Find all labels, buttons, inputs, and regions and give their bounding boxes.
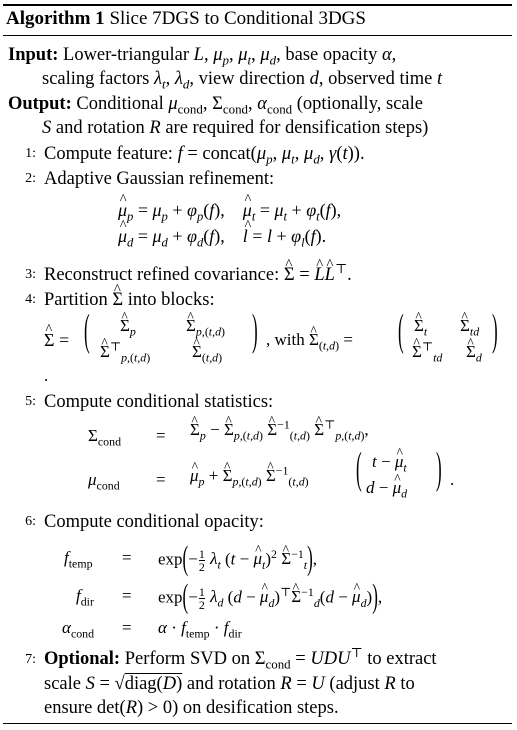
step-4-text: Partition xyxy=(44,290,108,310)
algorithm-title xyxy=(6,8,366,31)
step-7-keyword: Optional: xyxy=(44,649,121,669)
step-number-1: 1: xyxy=(25,146,36,161)
step-6-text: Compute conditional opacity: xyxy=(44,512,264,532)
input-text-2c: observed time xyxy=(328,69,433,89)
step-4: Partition ^ Σ into blocks: xyxy=(44,289,215,311)
step-2-text: Adaptive Gaussian refinement: xyxy=(44,169,275,189)
step-4-with: , with xyxy=(266,330,305,349)
step-number-6: 6: xyxy=(25,514,36,529)
output-text-2b: are required for densification steps) xyxy=(165,118,429,138)
step-number-7: 7: xyxy=(25,652,36,667)
algorithm-label: Algorithm 1 xyxy=(6,8,105,29)
step-1-text: Compute feature: xyxy=(44,144,173,164)
input-line-2: scaling factors $\lambda_t$, $\lambda_d$, view direction d, observed time t xyxy=(42,69,443,92)
top-rule xyxy=(3,4,512,6)
output-line-2: S and rotation R are required for densification steps) xyxy=(42,118,429,138)
algorithm-name: Slice 7DGS to Conditional 3DGS xyxy=(109,8,366,29)
input-text-1b: base opacity xyxy=(285,45,378,65)
output-text-1b: (optionally, scale xyxy=(296,94,423,114)
step-1: Compute feature: $f = concat(\mu_p$, $\mu_t$, $\mu_d$, γ(t)). xyxy=(44,144,365,167)
step-7-line-2: scale S = √diag(D) and rotation R = U (adjust R to xyxy=(44,674,415,694)
step-7-adjust: (adjust xyxy=(329,674,380,694)
output-keyword: Output: xyxy=(8,94,72,114)
step-7-text: Perform SVD on xyxy=(124,649,251,669)
step-7-end: on desification steps. xyxy=(182,698,339,718)
step-7-rotation: and rotation xyxy=(186,674,276,694)
step-7-text-a: to extract xyxy=(367,649,437,669)
step-5-text: Compute conditional statistics: xyxy=(44,392,274,412)
step-number-3: 3: xyxy=(25,267,36,282)
output-text-2a: and rotation xyxy=(55,118,145,138)
step-7-scale: scale xyxy=(44,674,81,694)
refine-eq-2: ^ $\mu_d = \mu_d + \varphi_d(f)$, ^ $l = l + \varphi_l(f)$. xyxy=(118,226,326,248)
step-4-suffix: into blocks: xyxy=(127,290,215,310)
step-3: Reconstruct refined covariance: ^ Σ = ^ L^ L⊤. xyxy=(44,264,352,286)
step-7-line-3: ensure det(R) > 0) on desification steps. xyxy=(44,698,339,718)
bottom-rule xyxy=(3,723,512,724)
step-number-2: 2: xyxy=(25,171,36,186)
step-7-to: to xyxy=(400,674,415,694)
output-line-1: Output: Conditional $\mu_{cond}$, $\Sigma_{cond}$, $\alpha_{cond}$ (optionally, scale xyxy=(8,94,423,117)
input-text-2a: scaling factors xyxy=(42,69,150,89)
input-text-2b: view direction xyxy=(198,69,305,89)
step-7-ensure: ensure xyxy=(44,698,93,718)
input-line-1: Input: Lower-triangular L, $\mu_p$, $\mu_t$, $\mu_d$, base opacity α, xyxy=(8,45,397,68)
refine-eq-1: ^ $\mu_p = \mu_p + \varphi_p(f)$, ^ $\mu_t = \mu_t + \varphi_t(f)$, xyxy=(118,200,341,222)
step-number-4: 4: xyxy=(25,292,36,307)
input-text-1: Lower-triangular xyxy=(63,45,190,65)
step-7-line-1: Optional: Perform SVD on $\Sigma_{cond} = UDU^⊤$ to extract xyxy=(44,644,437,672)
input-keyword: Input: xyxy=(8,45,59,65)
step-3-text: Reconstruct refined covariance: xyxy=(44,265,280,285)
output-text-1a: Conditional xyxy=(76,94,164,114)
step-number-5: 5: xyxy=(25,394,36,409)
mid-rule xyxy=(3,35,512,36)
